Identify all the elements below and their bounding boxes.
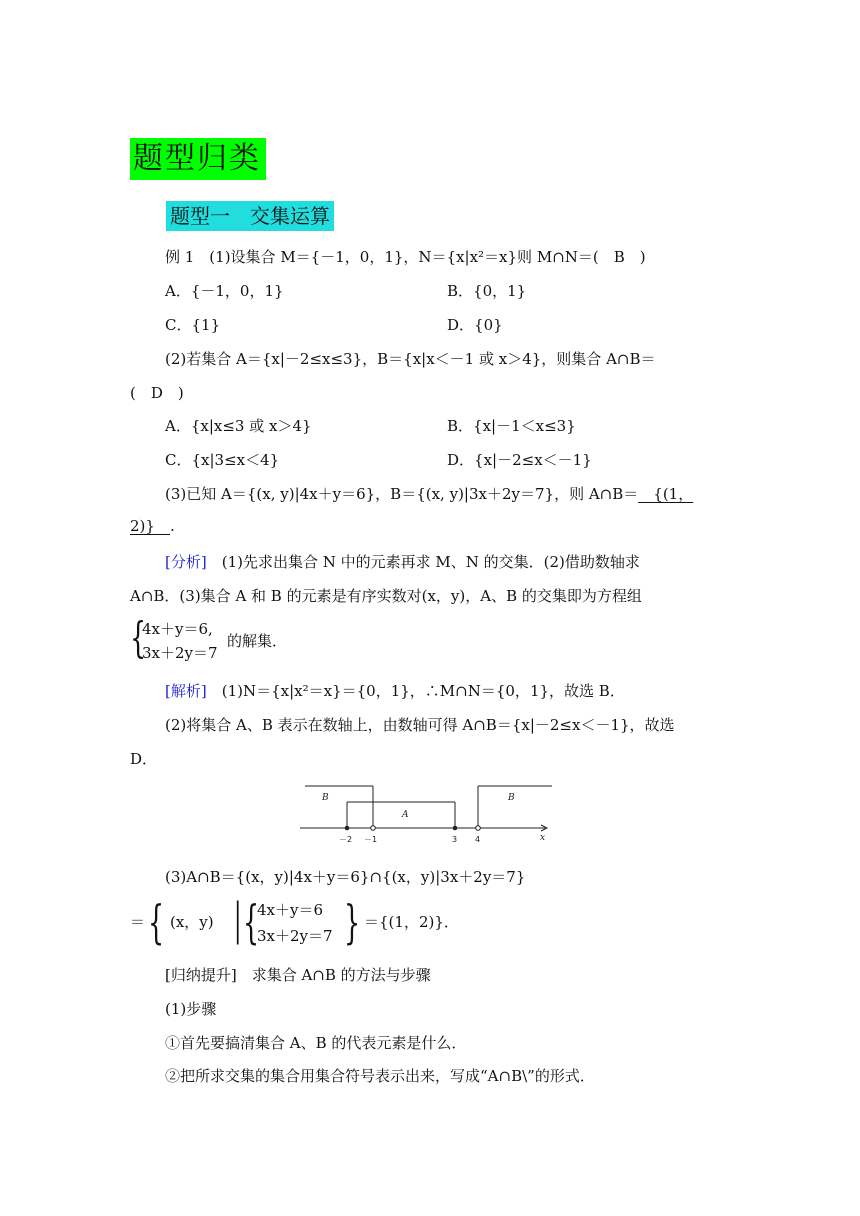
q1-option-b: B．{0，1} bbox=[447, 282, 527, 300]
analysis-equation-system bbox=[130, 613, 350, 666]
solution-line1 bbox=[165, 680, 625, 701]
label-a: A bbox=[402, 810, 409, 820]
q3-prefix: (3)已知 A＝{(x, y)|4x＋y＝6}，B＝{(x, y)|3x＋2y＝7}，则 A∩B＝ bbox=[165, 485, 639, 503]
point-minus2 bbox=[345, 826, 350, 831]
solution-line5 bbox=[130, 895, 730, 951]
q3-answer-part1: __{(1， bbox=[638, 485, 694, 503]
system-row-2: 3x＋2y＝7 bbox=[142, 644, 218, 662]
solution-text1: (1)N＝{x|x²＝x}＝{0，1}，∴M∩N＝{0，1}，故选 B． bbox=[206, 682, 625, 700]
divider-bar: | bbox=[234, 894, 242, 945]
system-row-1: 4x＋y＝6, bbox=[142, 620, 213, 638]
q2-option-d: D．{x|－2≤x＜－1} bbox=[447, 451, 592, 469]
example-q2-line1: (2)若集合 A＝{x|－2≤x≤3}，B＝{x|x＜－1 或 x＞4}，则集合 A∩B＝ bbox=[165, 350, 656, 368]
example-q2-line2: ( D ) bbox=[130, 384, 184, 402]
number-line-diagram bbox=[300, 780, 560, 850]
point-3 bbox=[453, 826, 458, 831]
q1-option-c: C．{1} bbox=[165, 316, 221, 334]
point-minus1 bbox=[371, 826, 376, 831]
tick-label-minus1: －1 bbox=[364, 835, 378, 844]
analysis-line2: A∩B．(3)集合 A 和 B 的元素是有序实数对(x，y)，A、B 的交集即为方程组 bbox=[130, 587, 642, 605]
axis-label-x: x bbox=[540, 833, 546, 843]
example-q1: 例 1 (1)设集合 M＝{－1，0，1}，N＝{x|x²＝x}则 M∩N＝( B ) bbox=[165, 248, 646, 266]
summary-step1: ①首先要搞清集合 A、B 的代表元素是什么． bbox=[165, 1034, 467, 1052]
solution-line5-prefix: ＝ bbox=[130, 913, 146, 931]
subsection-heading: 题型一 交集运算 bbox=[166, 201, 334, 231]
label-b-left: B bbox=[322, 793, 329, 803]
analysis-text1: (1)先求出集合 N 中的元素再求 M、N 的交集．(2)借助数轴求 bbox=[206, 553, 640, 571]
solution-sys-row2: 3x＋2y＝7 bbox=[257, 927, 333, 945]
tick-label-minus2: －2 bbox=[339, 835, 353, 844]
analysis-line1 bbox=[165, 551, 640, 572]
tick-label-4: 4 bbox=[475, 835, 481, 844]
q3-suffix: . bbox=[169, 517, 175, 535]
summary-title: [归纳提升] 求集合 A∩B 的方法与步骤 bbox=[165, 966, 431, 984]
analysis-line3-suffix: 的解集． bbox=[227, 632, 288, 650]
solution-line2: (2)将集合 A、B 表示在数轴上，由数轴可得 A∩B＝{x|－2≤x＜－1}，故选 bbox=[165, 716, 675, 734]
analysis-tag: [分析] bbox=[165, 553, 207, 571]
solution-line5-pair: (x，y) bbox=[170, 913, 214, 931]
summary-step-title: (1)步骤 bbox=[165, 1000, 217, 1018]
solution-line5-suffix: ＝{(1，2)}． bbox=[364, 913, 459, 931]
section-heading: 题型归类 bbox=[130, 138, 266, 180]
solution-sys-row1: 4x＋y＝6 bbox=[257, 901, 324, 919]
solution-tag: [解析] bbox=[165, 682, 207, 700]
summary-step2: ②把所求交集的集合用集合符号表示出来，写成“A∩B\”的形式． bbox=[165, 1067, 595, 1085]
solution-line4: (3)A∩B＝{(x，y)|4x＋y＝6}∩{(x，y)|3x＋2y＝7} bbox=[165, 868, 526, 886]
brace-close: } bbox=[344, 895, 361, 949]
tick-label-3: 3 bbox=[452, 835, 458, 844]
example-q3-line1 bbox=[165, 483, 693, 504]
q2-option-a: A．{x|x≤3 或 x＞4} bbox=[165, 417, 312, 435]
q1-option-d: D．{0} bbox=[447, 316, 503, 334]
point-4 bbox=[476, 826, 481, 831]
brace-open: { bbox=[148, 895, 165, 949]
q2-option-b: B．{x|－1＜x≤3} bbox=[447, 417, 576, 435]
example-q3-line2 bbox=[130, 517, 175, 535]
solution-line3: D． bbox=[130, 750, 158, 768]
label-b-right: B bbox=[508, 793, 515, 803]
q1-option-a: A．{－1，0，1} bbox=[165, 282, 284, 300]
q3-answer-part2: 2)}__ bbox=[130, 517, 170, 535]
brace-inner: { bbox=[243, 895, 260, 949]
q2-option-c: C．{x|3≤x＜4} bbox=[165, 451, 280, 469]
brace-left: { bbox=[130, 613, 147, 662]
